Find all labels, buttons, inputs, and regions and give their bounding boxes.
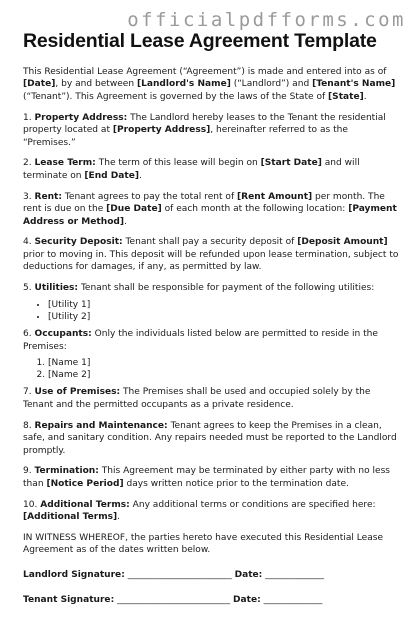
section-heading: Repairs and Maintenance: (34, 420, 168, 431)
landlord-signature-line[interactable]: _______________________ (124, 569, 235, 580)
notice-period-placeholder: [Notice Period] (46, 478, 124, 489)
intro-paragraph: This Residential Lease Agreement (“Agreement”) is made and entered into as of [Date], by and between [Landlord's Name] (“Landlord”) and [Tenant's Name] (“Tenant”). This Agreement is governed by the laws of the State of [State]. (23, 67, 396, 102)
section-additional-terms: 10. Additional Terms: Any additional terms or conditions are specified here: [Additional Terms]. (23, 499, 376, 523)
tenant-signature-line[interactable]: _________________________ (114, 594, 234, 605)
section-heading: Security Deposit: (34, 237, 123, 248)
date-placeholder: [Date] (23, 79, 56, 90)
end-date-placeholder: [End Date] (84, 170, 140, 181)
rent-amount-placeholder: [Rent Amount] (237, 191, 313, 202)
section-heading: Additional Terms: (40, 499, 130, 510)
property-address-placeholder: [Property Address] (112, 125, 211, 136)
section-termination: 9. Termination: This Agreement may be terminated by either party with no less than [Notice Period] days written notice prior to the termination date. (23, 466, 390, 489)
deposit-amount-placeholder: [Deposit Amount] (297, 237, 388, 248)
list-item: 1. [Name 1] (48, 357, 403, 369)
section-property-address: 1. Property Address: The Landlord hereby leases to the Tenant the residential property located at [Property Address], hereinafter referred to as the “Premises.” (23, 112, 386, 148)
tenant-date-line[interactable]: _____________ (260, 594, 323, 605)
tenant-signature-label: Tenant Signature: (23, 594, 115, 605)
section-repairs: 8. Repairs and Maintenance: Tenant agrees to keep the Premises in a clean, safe, and sanitary condition. Any repairs needed must be reported to the Landlord promptly. (23, 420, 397, 456)
document-page (23, 30, 403, 619)
landlord-signature-row (23, 569, 403, 581)
section-heading: Lease Term: (34, 158, 96, 169)
landlord-date-label: Date: (234, 569, 263, 580)
occupants-list (23, 357, 403, 381)
section-heading: Use of Premises: (34, 387, 121, 398)
list-item: • [Utility 1] (48, 299, 403, 311)
watermark: officialpdfforms.com (127, 9, 406, 31)
payment-method-placeholder: [Payment Address or Method] (23, 204, 397, 227)
list-item: • [Utility 2] (48, 311, 403, 323)
due-date-placeholder: [Due Date] (106, 204, 162, 215)
section-heading: Termination: (34, 466, 99, 477)
state-placeholder: [State] (328, 91, 364, 102)
section-heading: Property Address: (34, 112, 128, 123)
start-date-placeholder: [Start Date] (260, 158, 322, 169)
landlord-date-line[interactable]: _____________ (262, 569, 324, 580)
tenant-name-placeholder: [Tenant's Name] (312, 79, 396, 90)
tenant-date-label: Date: (233, 594, 261, 605)
section-use-of-premises: 7. Use of Premises: The Premises shall be used and occupied solely by the Tenant and the permitted occupants as a private residence. (23, 387, 371, 410)
list-item: 2. [Name 2] (48, 369, 403, 381)
section-occupants: 6. Occupants: Only the individuals listed below are permitted to reside in the Premises: (23, 329, 378, 352)
section-heading: Rent: (34, 191, 63, 202)
section-rent: 3. Rent: Tenant agrees to pay the total rent of [Rent Amount] per month. The rent is due on the [Due Date] of each month at the following location: [Payment Address or Method]. (23, 191, 397, 227)
section-utilities: 5. Utilities: Tenant shall be responsible for payment of the following utilities: (23, 283, 375, 294)
section-heading: Occupants: (34, 329, 92, 340)
witness-paragraph: IN WITNESS WHEREOF, the parties hereto have executed this Residential Lease Agreement as of the dates written below. (23, 533, 384, 556)
landlord-name-placeholder: [Landlord's Name] (136, 79, 231, 90)
additional-terms-placeholder: [Additional Terms] (23, 512, 118, 523)
section-heading: Utilities: (34, 283, 79, 294)
document-title: Residential Lease Agreement Template (23, 30, 377, 52)
section-lease-term: 2. Lease Term: The term of this lease will begin on [Start Date] and will terminate on [End Date]. (23, 158, 360, 181)
section-security-deposit: 4. Security Deposit: Tenant shall pay a security deposit of [Deposit Amount] prior to moving in. This deposit will be refunded upon lease termination, subject to deductions for damages, if any, as permitted by law. (23, 237, 399, 273)
utilities-list (23, 299, 403, 323)
tenant-signature-row (23, 594, 403, 606)
landlord-signature-label: Landlord Signature: (23, 569, 125, 580)
